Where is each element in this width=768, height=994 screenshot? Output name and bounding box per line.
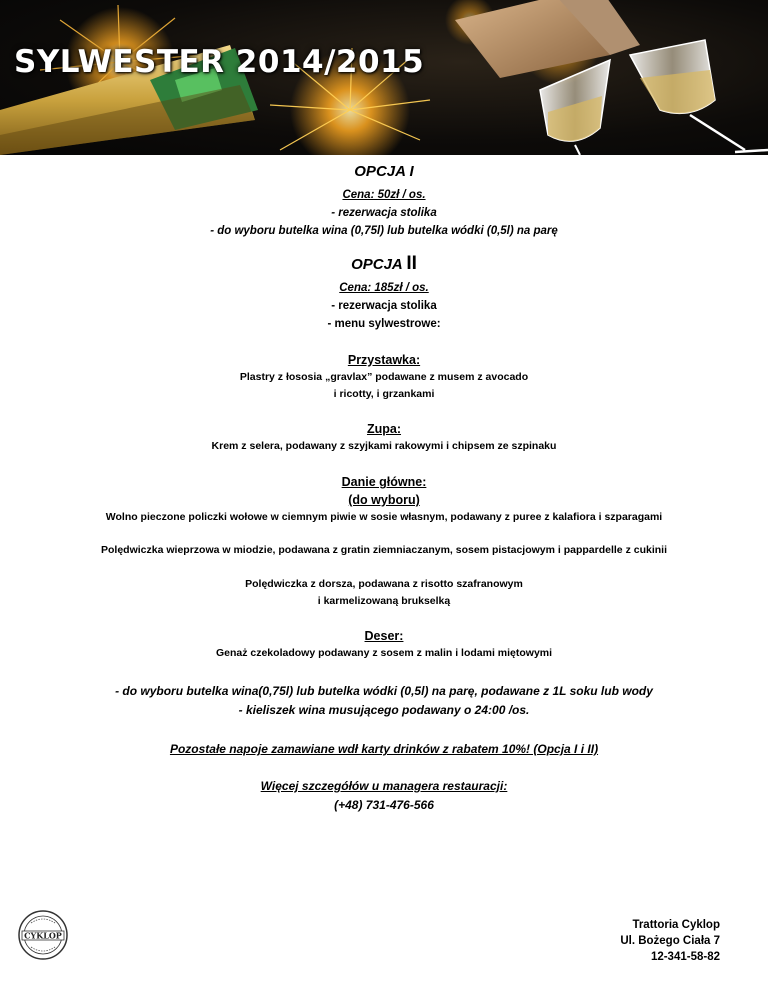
main-dish-2: Polędwiczka wieprzowa w miodzie, podawana z gratin ziemniaczanym, sosem pistacjowym i pappardelle z cukinii <box>101 544 667 556</box>
soup-title: Zupa: <box>366 422 402 436</box>
option-2-item: - rezerwacja stolika <box>331 300 437 312</box>
dessert-section <box>0 627 768 662</box>
soup-section <box>0 420 768 455</box>
extras-line: - kieliszek wina musującego podawany o 24:00 /os. <box>238 703 530 717</box>
option-2-price: Cena: 185zł / os. <box>339 282 429 294</box>
main-dish-1: Wolno pieczone policzki wołowe w ciemnym piwie w sosie własnym, podawany z puree z kalafiora i szparagami <box>105 511 663 523</box>
starter-line: Plastry z łososia „gravlax” podawane z musem z avocado <box>239 371 529 383</box>
option-2-heading-numeral: II <box>406 253 417 274</box>
restaurant-address <box>620 917 720 965</box>
main-course-subtitle: (do wyboru) <box>348 493 420 507</box>
contact-phone: (+48) 731-476-566 <box>334 798 434 812</box>
address-name: Trattoria Cyklop <box>632 919 720 931</box>
option-1-item: - rezerwacja stolika <box>331 207 437 219</box>
option-1-price: Cena: 50zł / os. <box>342 189 426 201</box>
contact-title: Więcej szczegółów u managera restauracji: <box>260 779 508 793</box>
contact-section <box>0 777 768 815</box>
header-banner <box>0 0 768 155</box>
main-dish-3-line: Polędwiczka z dorsza, podawana z risotto szafranowym <box>245 578 523 590</box>
address-street: Ul. Bożego Ciała 7 <box>620 935 720 947</box>
extras-section <box>0 682 768 720</box>
option-1-item: - do wyboru butelka wina (0,75l) lub butelka wódki (0,5l) na parę <box>210 225 558 237</box>
starter-line: i ricotty, i grzankami <box>333 388 435 400</box>
cyklop-logo <box>17 909 69 961</box>
option-1-heading: OPCJA I <box>354 163 414 180</box>
starter-title: Przystawka: <box>347 353 421 367</box>
main-dish-3 <box>0 576 768 610</box>
option-2-section <box>0 252 768 333</box>
address-phone: 12-341-58-82 <box>650 951 720 963</box>
option-2-heading <box>0 252 768 277</box>
dessert-line: Genaż czekoladowy podawany z sosem z malin i lodami miętowymi <box>215 647 553 659</box>
option-2-item: - menu sylwestrowe: <box>327 318 441 330</box>
dessert-title: Deser: <box>364 629 404 643</box>
main-course-section <box>0 473 768 610</box>
logo-text: CYKLOP <box>24 930 62 941</box>
main-dish-3-line: i karmelizowaną brukselką <box>317 595 451 607</box>
extras-line: - do wyboru butelka wina(0,75l) lub butelka wódki (0,5l) na parę, podawane z 1L soku lub wody <box>115 684 653 698</box>
option-1-section <box>0 160 768 240</box>
menu-content <box>0 160 768 815</box>
main-course-title: Danie główne: <box>341 475 427 489</box>
drinks-note: Pozostałe napoje zamawiane wdł karty drinków z rabatem 10%! (Opcja I i II) <box>169 742 599 756</box>
soup-line: Krem z selera, podawany z szyjkami rakowymi i chipsem ze szpinaku <box>211 440 557 452</box>
option-2-heading-prefix: OPCJA <box>351 256 407 273</box>
starter-section <box>0 351 768 403</box>
banner-title: SYLWESTER 2014/2015 <box>14 44 425 80</box>
